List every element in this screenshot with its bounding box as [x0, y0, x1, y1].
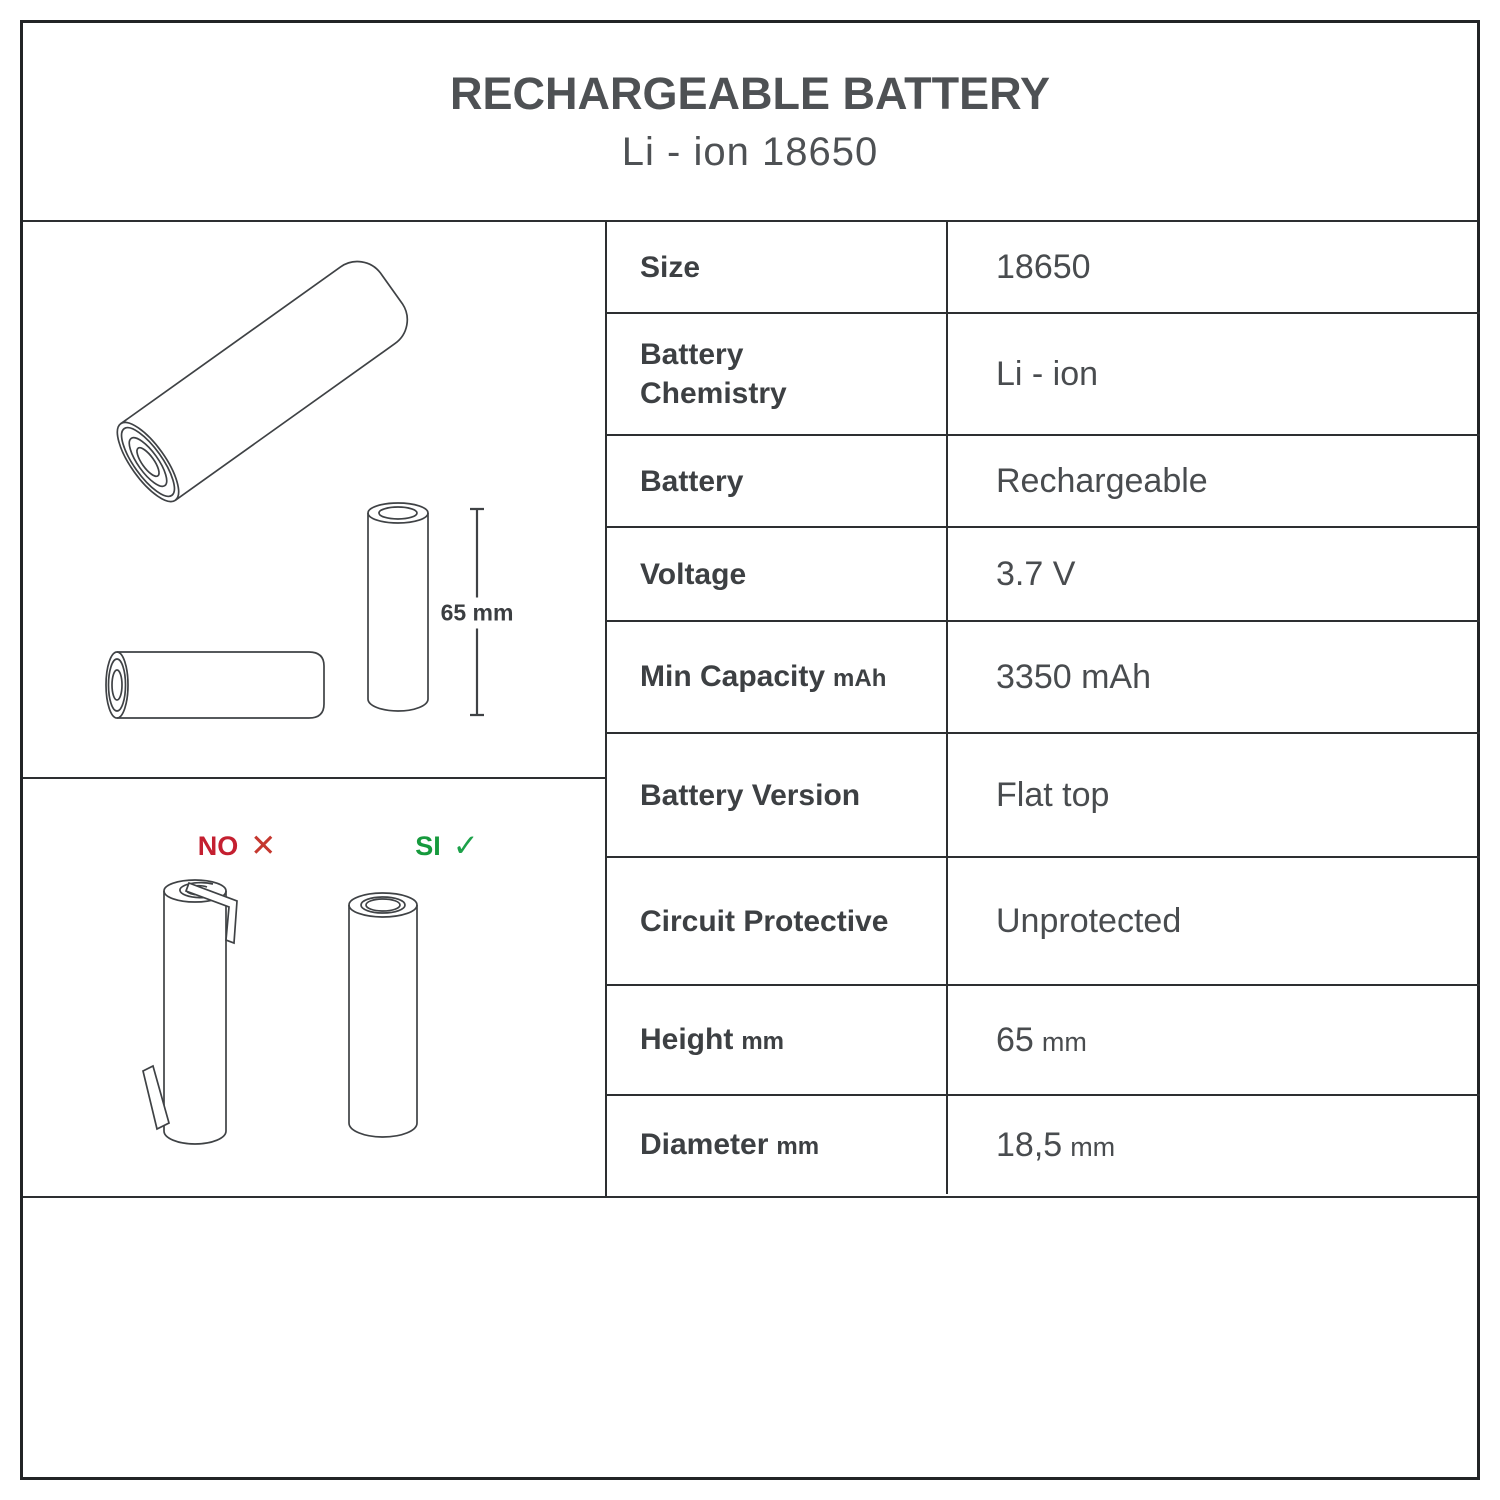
row-label-unit: mm [776, 1132, 820, 1160]
row-label: Size [640, 250, 701, 284]
battery-drawings [23, 222, 605, 777]
bottom-divider [23, 1196, 1477, 1198]
si-label [415, 828, 479, 864]
row-value-unit: mm [1070, 1131, 1116, 1162]
row-value: Unprotected [996, 901, 1182, 940]
no-text: NO [197, 830, 239, 861]
table-row [607, 622, 1480, 734]
battery-illustration-panel [23, 222, 605, 779]
row-value-unit: mm [1041, 1026, 1087, 1057]
row-label-unit: mm [741, 1027, 785, 1055]
row-value: 18650 [996, 247, 1091, 286]
table-row [607, 858, 1480, 986]
row-label: Diameter mm [640, 1127, 820, 1161]
header [23, 23, 1477, 222]
row-label: Height mm [640, 1022, 785, 1056]
battery-diagonal-drawing [107, 250, 419, 510]
row-value: Li - ion [996, 354, 1099, 393]
battery-horizontal-drawing [106, 652, 324, 718]
comparison-drawings [23, 779, 605, 1196]
row-value: 3350 mAh [996, 657, 1151, 696]
row-value: 18,5 mm [996, 1125, 1116, 1164]
table-row [607, 436, 1480, 528]
row-label: Circuit Protective [640, 904, 889, 938]
battery-with-tabs-drawing [143, 880, 237, 1144]
row-label-unit: mAh [833, 664, 887, 692]
table-row [607, 986, 1480, 1096]
row-value: 65 mm [996, 1020, 1087, 1059]
row-label: Min Capacity mAh [640, 659, 887, 693]
cross-icon: ✕ [250, 828, 277, 863]
row-label: Battery Version [640, 778, 861, 812]
row-label: Voltage [640, 557, 747, 591]
row-value: Flat top [996, 775, 1110, 814]
table-row [607, 314, 1480, 436]
table-row [607, 734, 1480, 858]
si-text: SI [415, 830, 441, 861]
tab-comparison-panel [23, 779, 605, 1196]
table-row [607, 1096, 1480, 1194]
spec-table [605, 222, 1480, 1196]
dimension-label: 65 mm [436, 598, 519, 629]
row-label: Battery Chemistry [640, 338, 787, 410]
battery-flat-top-drawing [349, 893, 417, 1137]
page-title: RECHARGEABLE BATTERY [449, 68, 1050, 119]
page-subtitle: Li - ion 18650 [621, 130, 879, 174]
row-value: 3.7 V [996, 554, 1076, 593]
battery-vertical-drawing [368, 503, 428, 711]
table-row [607, 528, 1480, 622]
check-icon: ✓ [452, 828, 479, 863]
no-label [198, 828, 276, 864]
row-value: Rechargeable [996, 461, 1208, 500]
table-row [607, 222, 1480, 314]
row-label: Battery [640, 464, 744, 498]
